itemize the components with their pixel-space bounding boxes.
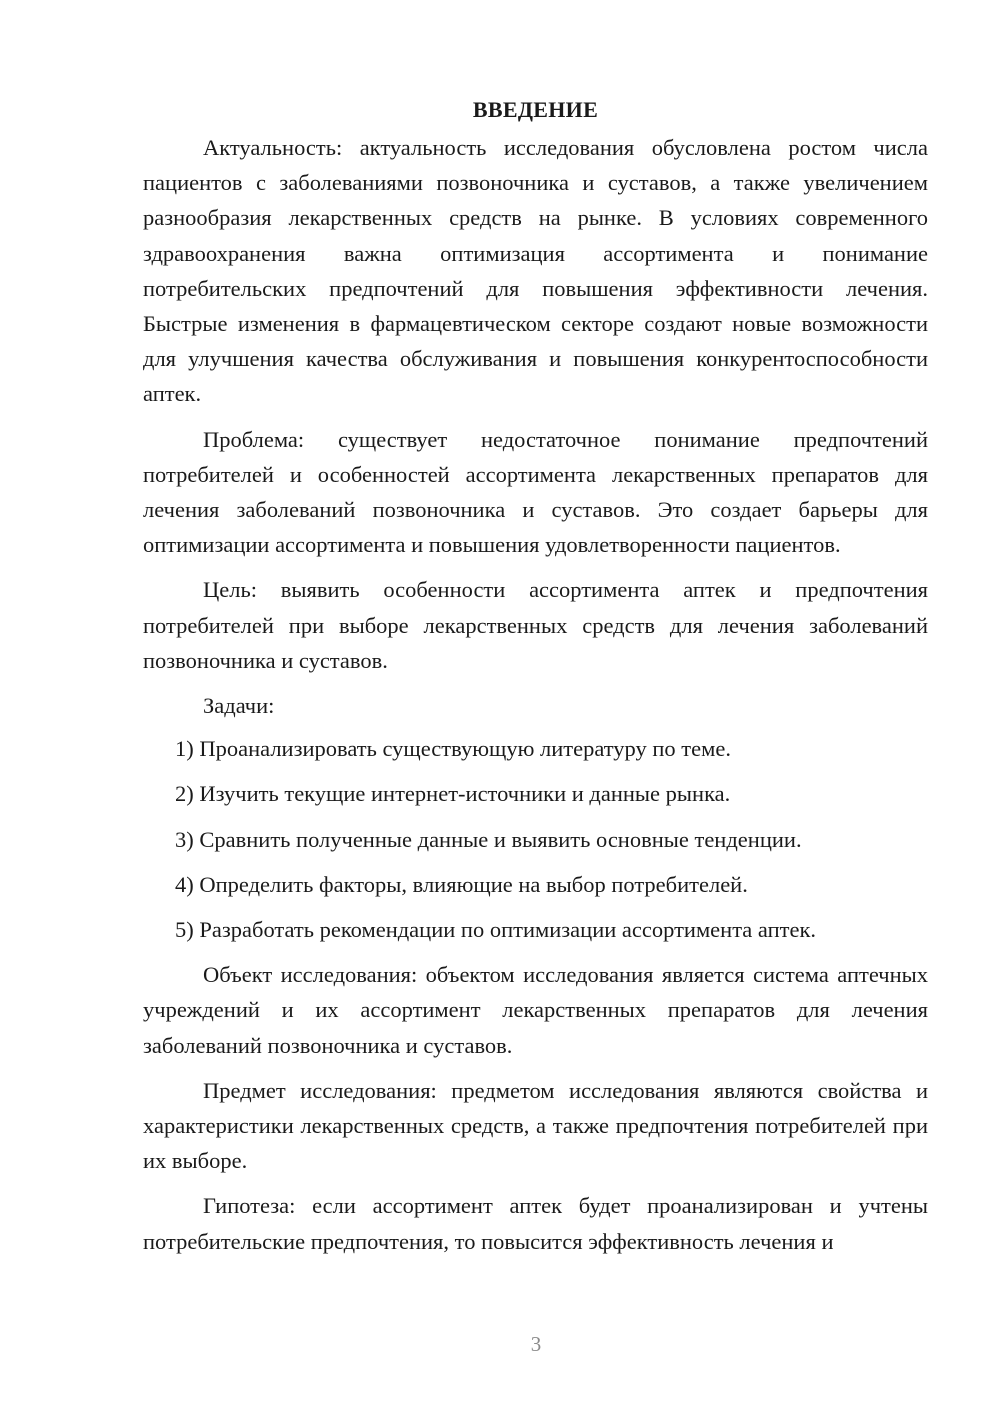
task-item: 5) Разработать рекомендации по оптимизации ассортимента аптек. <box>175 917 817 943</box>
tasks-heading: Задачи: <box>203 693 275 719</box>
task-list <box>143 731 928 947</box>
paragraph-problem: Проблема: существует недостаточное понимание предпочтений потребителей и особенностей ассортимента лекарственных препаратов для лечения заболеваний позвоночника и суставов. Это создает барьеры для оптимизации ассортимента и повышения удовлетворенности пациентов. <box>143 426 928 558</box>
task-item: 1) Проанализировать существующую литературу по теме. <box>175 736 731 762</box>
page-title: ВВЕДЕНИЕ <box>472 97 599 122</box>
page-number: 3 <box>530 1332 542 1356</box>
task-item: 2) Изучить текущие интернет-источники и данные рынка. <box>175 781 731 807</box>
document-page <box>143 90 928 1259</box>
task-item: 4) Определить факторы, влияющие на выбор потребителей. <box>175 871 748 897</box>
paragraph-object: Объект исследования: объектом исследования является система аптечных учреждений и их ассортимент лекарственных препаратов для лечения заболеваний позвоночника и суставов. <box>143 962 928 1058</box>
paragraph-relevance: Актуальность: актуальность исследования обусловлена ростом числа пациентов с заболеваниями позвоночника и суставов, а также увеличением разнообразия лекарственных средств на рынке. В условиях современного здравоохранения важна оптимизация ассортимента и понимание потребительских предпочтений для повышения эффективности лечения. Быстрые изменения в фармацевтическом секторе создают новые возможности для улучшения качества обслуживания и повышения конкурентоспособности аптек. <box>143 135 928 407</box>
paragraph-subject: Предмет исследования: предметом исследования являются свойства и характеристики лекарственных средств, а также предпочтения потребителей при их выборе. <box>143 1077 928 1174</box>
paragraph-hypothesis: Гипотеза: если ассортимент аптек будет проанализирован и учтены потребительские предпочтения, то повысится эффективность лечения и <box>143 1193 928 1254</box>
task-item: 3) Сравнить полученные данные и выявить основные тенденции. <box>175 826 802 852</box>
paragraph-goal: Цель: выявить особенности ассортимента аптек и предпочтения потребителей при выборе лекарственных средств для лечения заболеваний позвоночника и суставов. <box>143 577 928 673</box>
